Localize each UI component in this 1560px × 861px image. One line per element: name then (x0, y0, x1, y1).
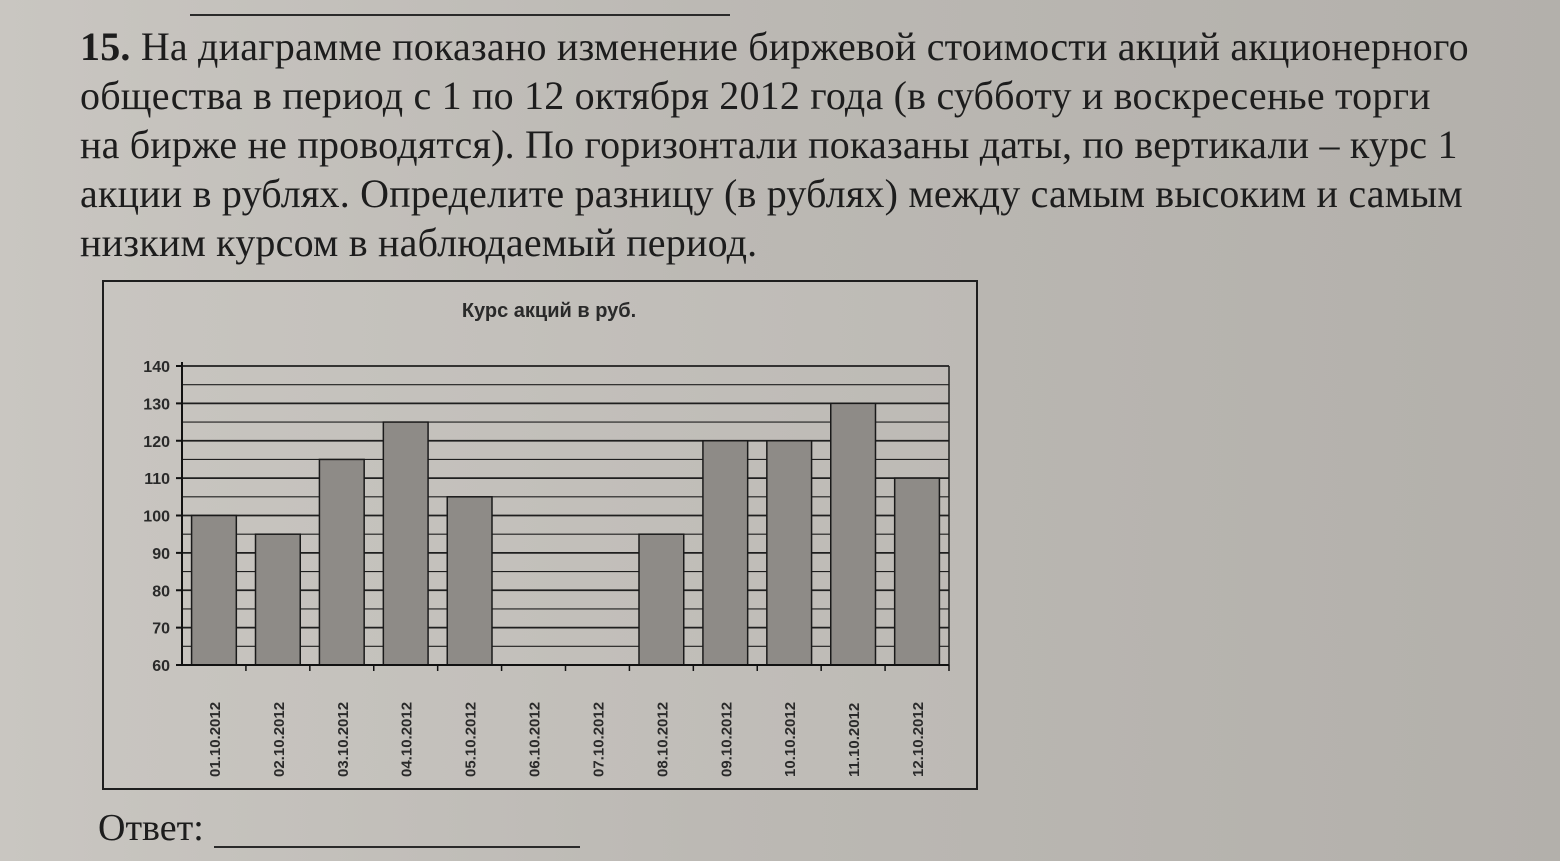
x-tick-label: 10.10.2012 (782, 701, 800, 777)
x-tick-label: 07.10.2012 (590, 701, 608, 777)
chart-frame (102, 280, 978, 790)
x-tick-label: 11.10.2012 (846, 702, 864, 777)
bar (319, 459, 364, 665)
bar (447, 497, 492, 665)
x-tick-label: 08.10.2012 (654, 701, 672, 777)
bar (192, 516, 237, 666)
bar (256, 534, 301, 665)
previous-answer-line (190, 14, 730, 16)
problem-number: 15. (80, 24, 131, 69)
y-tick-label: 100 (143, 508, 170, 526)
y-tick-label: 60 (152, 658, 170, 675)
problem-text: На диаграмме показано изменение биржевой стоимости акций акционерного общества в период с 1 по 12 октября 2012 года (в субботу и воскресенье торги на бирже не проводятся). По горизонтали показаны даты, по вертикали – курс 1 акции в рублях. Определите разницу (в рублях) между самым высоким и самым низким курсом в наблюдаемый период. (80, 24, 1469, 265)
y-tick-label: 130 (143, 396, 170, 414)
x-tick-label: 06.10.2012 (526, 701, 544, 777)
problem-statement (80, 22, 1470, 267)
x-tick-label: 03.10.2012 (334, 701, 352, 777)
y-tick-label: 120 (143, 433, 170, 451)
y-tick-label: 90 (152, 545, 170, 563)
bar (639, 534, 684, 665)
y-tick-label: 140 (143, 359, 170, 376)
x-tick-label: 02.10.2012 (270, 701, 288, 777)
y-tick-label: 110 (144, 471, 170, 489)
y-tick-label: 70 (152, 620, 170, 638)
bar (767, 441, 812, 665)
bar (383, 422, 428, 665)
chart-title: Курс акций в руб. (461, 300, 637, 322)
bar-chart (104, 282, 976, 788)
x-tick-label: 04.10.2012 (398, 701, 416, 777)
y-tick-label: 80 (152, 583, 170, 601)
x-tick-label: 05.10.2012 (462, 701, 480, 777)
bar (703, 441, 748, 665)
bar (831, 403, 876, 665)
x-tick-label: 09.10.2012 (718, 701, 736, 777)
bar (895, 478, 940, 665)
answer-input-line[interactable] (214, 846, 580, 848)
x-tick-label: 12.10.2012 (910, 701, 928, 777)
answer-label: Ответ: (98, 807, 204, 849)
x-tick-label: 01.10.2012 (206, 701, 224, 777)
